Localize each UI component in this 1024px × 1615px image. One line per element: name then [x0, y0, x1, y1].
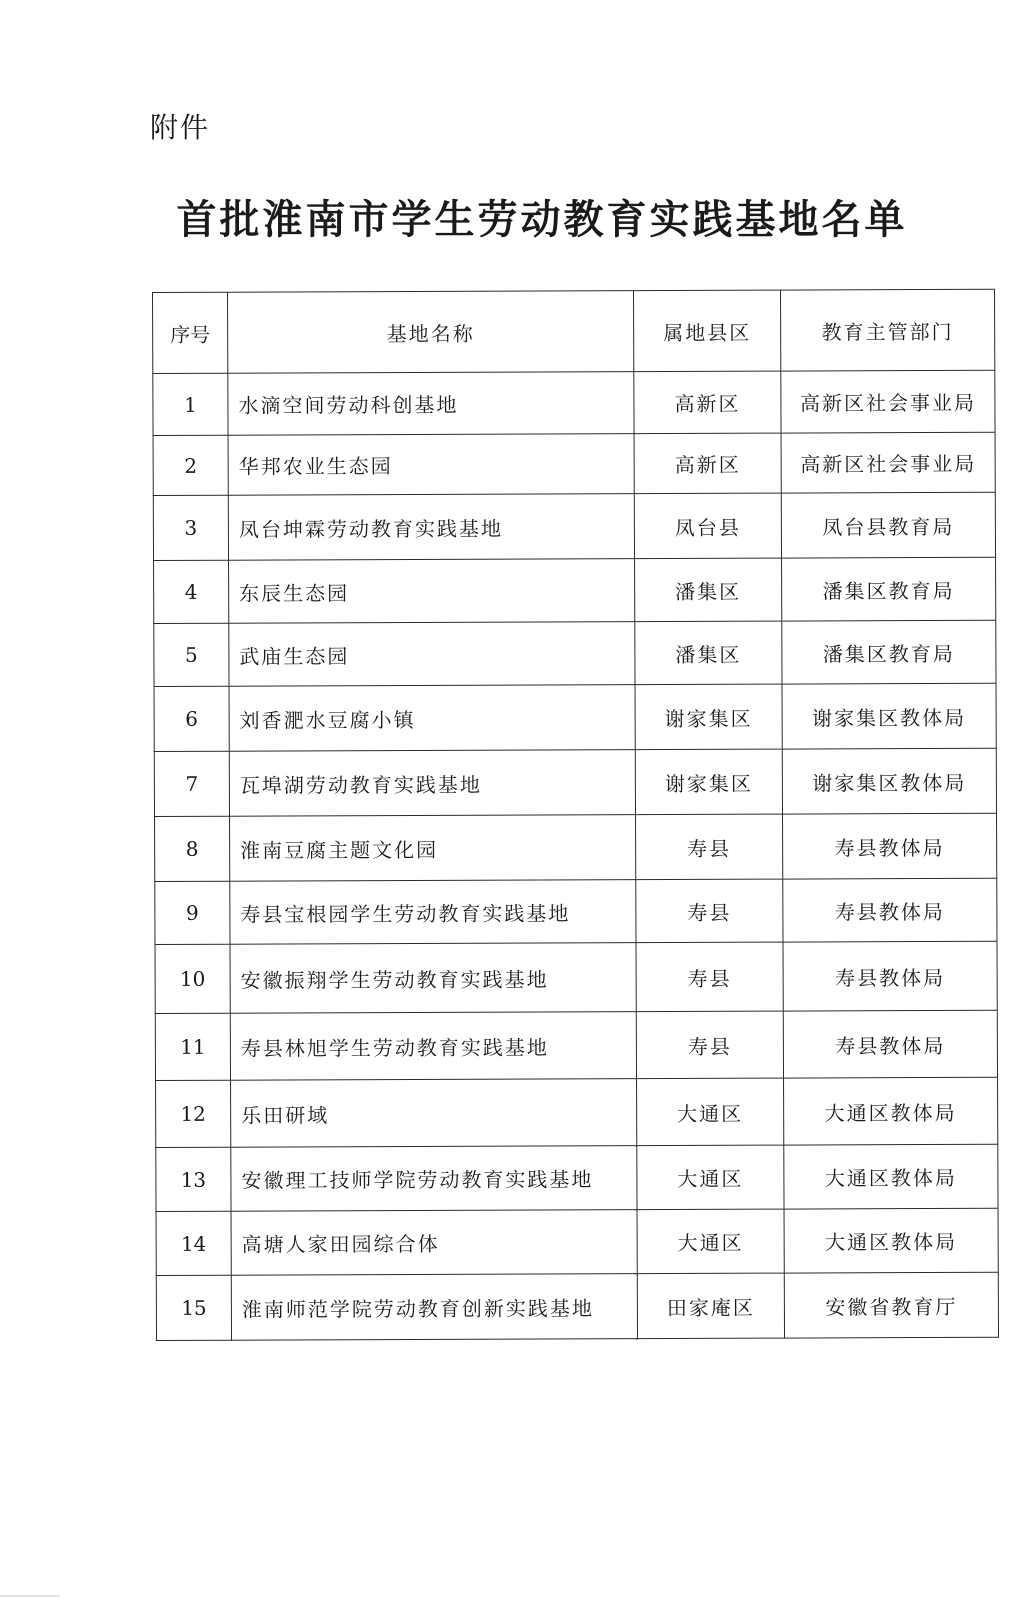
row-county-cell: 潘集区 [635, 621, 782, 685]
table-header [153, 289, 995, 373]
row-county-cell: 潘集区 [635, 558, 782, 622]
header-dept: 教育主管部门 [780, 289, 994, 371]
row-name-cell: 安徽振翔学生劳动教育实践基地 [230, 943, 636, 1014]
row-county-cell: 寿县 [636, 942, 783, 1012]
row-county-cell: 高新区 [634, 371, 781, 434]
row-county-cell: 高新区 [634, 433, 781, 494]
table-row [153, 370, 995, 435]
header-name: 基地名称 [228, 291, 634, 374]
row-dept-cell: 大通区教体局 [784, 1077, 998, 1145]
row-seq-cell: 12 [156, 1080, 231, 1147]
row-dept-cell: 大通区教体局 [784, 1208, 998, 1273]
row-name-cell: 东辰生态园 [229, 559, 635, 624]
row-seq-cell: 7 [154, 751, 229, 816]
table-row [153, 432, 995, 495]
row-seq-cell: 15 [156, 1275, 231, 1340]
row-dept-cell: 大通区教体局 [784, 1144, 998, 1209]
row-name-cell: 华邦农业生态园 [228, 434, 634, 496]
row-seq-cell: 3 [153, 495, 228, 560]
row-dept-cell: 谢家集区教体局 [782, 748, 996, 814]
row-name-cell: 凤台坤霖劳动教育实践基地 [228, 494, 634, 561]
row-dept-cell: 高新区社会事业局 [781, 370, 995, 433]
row-dept-cell: 谢家集区教体局 [782, 683, 996, 749]
row-seq-cell: 13 [156, 1147, 231, 1211]
row-name-cell: 瓦埠湖劳动教育实践基地 [229, 750, 635, 817]
table-row [154, 683, 996, 751]
table-body [153, 370, 999, 1340]
scan-edge-mark [0, 1595, 60, 1597]
table-row [156, 1272, 998, 1340]
row-name-cell: 寿县林旭学生劳动教育实践基地 [230, 1012, 636, 1081]
attachment-label: 附件 [150, 111, 211, 144]
row-name-cell: 淮南豆腐主题文化园 [230, 815, 636, 882]
row-seq-cell: 6 [154, 686, 229, 751]
row-seq-cell: 1 [153, 373, 228, 435]
row-county-cell: 寿县 [636, 1011, 783, 1079]
document-title: 首批淮南市学生劳动教育实践基地名单 [176, 196, 908, 243]
row-name-cell: 安徽理工技师学院劳动教育实践基地 [231, 1146, 637, 1212]
row-seq-cell: 9 [155, 881, 230, 944]
row-name-cell: 水滴空间劳动科创基地 [228, 372, 634, 436]
header-county: 属地县区 [633, 290, 780, 372]
header-seq: 序号 [153, 292, 228, 373]
table-row [154, 748, 996, 816]
row-county-cell: 大通区 [637, 1209, 784, 1274]
row-dept-cell: 寿县教体局 [783, 878, 997, 942]
row-dept-cell: 寿县教体局 [783, 1010, 997, 1078]
table-row [154, 620, 996, 686]
row-name-cell: 高塘人家田园综合体 [231, 1210, 637, 1276]
row-seq-cell: 2 [153, 435, 228, 495]
row-seq-cell: 11 [155, 1013, 230, 1080]
base-list-table [152, 289, 999, 1341]
table-row [155, 878, 997, 944]
row-seq-cell: 8 [155, 816, 230, 881]
row-dept-cell: 凤台县教育局 [781, 492, 995, 558]
row-county-cell: 寿县 [636, 814, 783, 880]
row-dept-cell: 安徽省教育厅 [784, 1272, 998, 1338]
row-dept-cell: 潘集区教育局 [782, 557, 996, 621]
header-row [153, 289, 995, 373]
row-seq-cell: 5 [154, 623, 229, 686]
table-row [156, 1208, 998, 1275]
row-name-cell: 刘香淝水豆腐小镇 [229, 685, 635, 752]
row-county-cell: 谢家集区 [635, 749, 782, 815]
row-dept-cell: 寿县教体局 [783, 813, 997, 879]
table-row [156, 1144, 998, 1211]
row-name-cell: 淮南师范学院劳动教育创新实践基地 [231, 1274, 637, 1341]
row-name-cell: 武庙生态园 [229, 622, 635, 687]
table-row [154, 557, 996, 623]
row-county-cell: 凤台县 [634, 493, 781, 559]
row-county-cell: 大通区 [637, 1078, 784, 1146]
row-name-cell: 寿县宝根园学生劳动教育实践基地 [230, 880, 636, 945]
row-seq-cell: 10 [155, 944, 230, 1013]
row-name-cell: 乐田研域 [231, 1079, 637, 1148]
table-row [153, 492, 995, 560]
table-row [155, 813, 997, 881]
row-dept-cell: 寿县教体局 [783, 941, 997, 1011]
row-county-cell: 寿县 [636, 879, 783, 943]
table-row [156, 1077, 998, 1147]
row-county-cell: 田家庵区 [637, 1273, 784, 1339]
row-seq-cell: 4 [154, 560, 229, 623]
table-row [155, 1010, 997, 1080]
table-row [155, 941, 997, 1013]
row-dept-cell: 高新区社会事业局 [781, 432, 995, 493]
row-dept-cell: 潘集区教育局 [782, 620, 996, 684]
row-county-cell: 大通区 [637, 1145, 784, 1210]
row-county-cell: 谢家集区 [635, 684, 782, 750]
row-seq-cell: 14 [156, 1211, 231, 1275]
base-list-table-wrapper [152, 292, 992, 1341]
